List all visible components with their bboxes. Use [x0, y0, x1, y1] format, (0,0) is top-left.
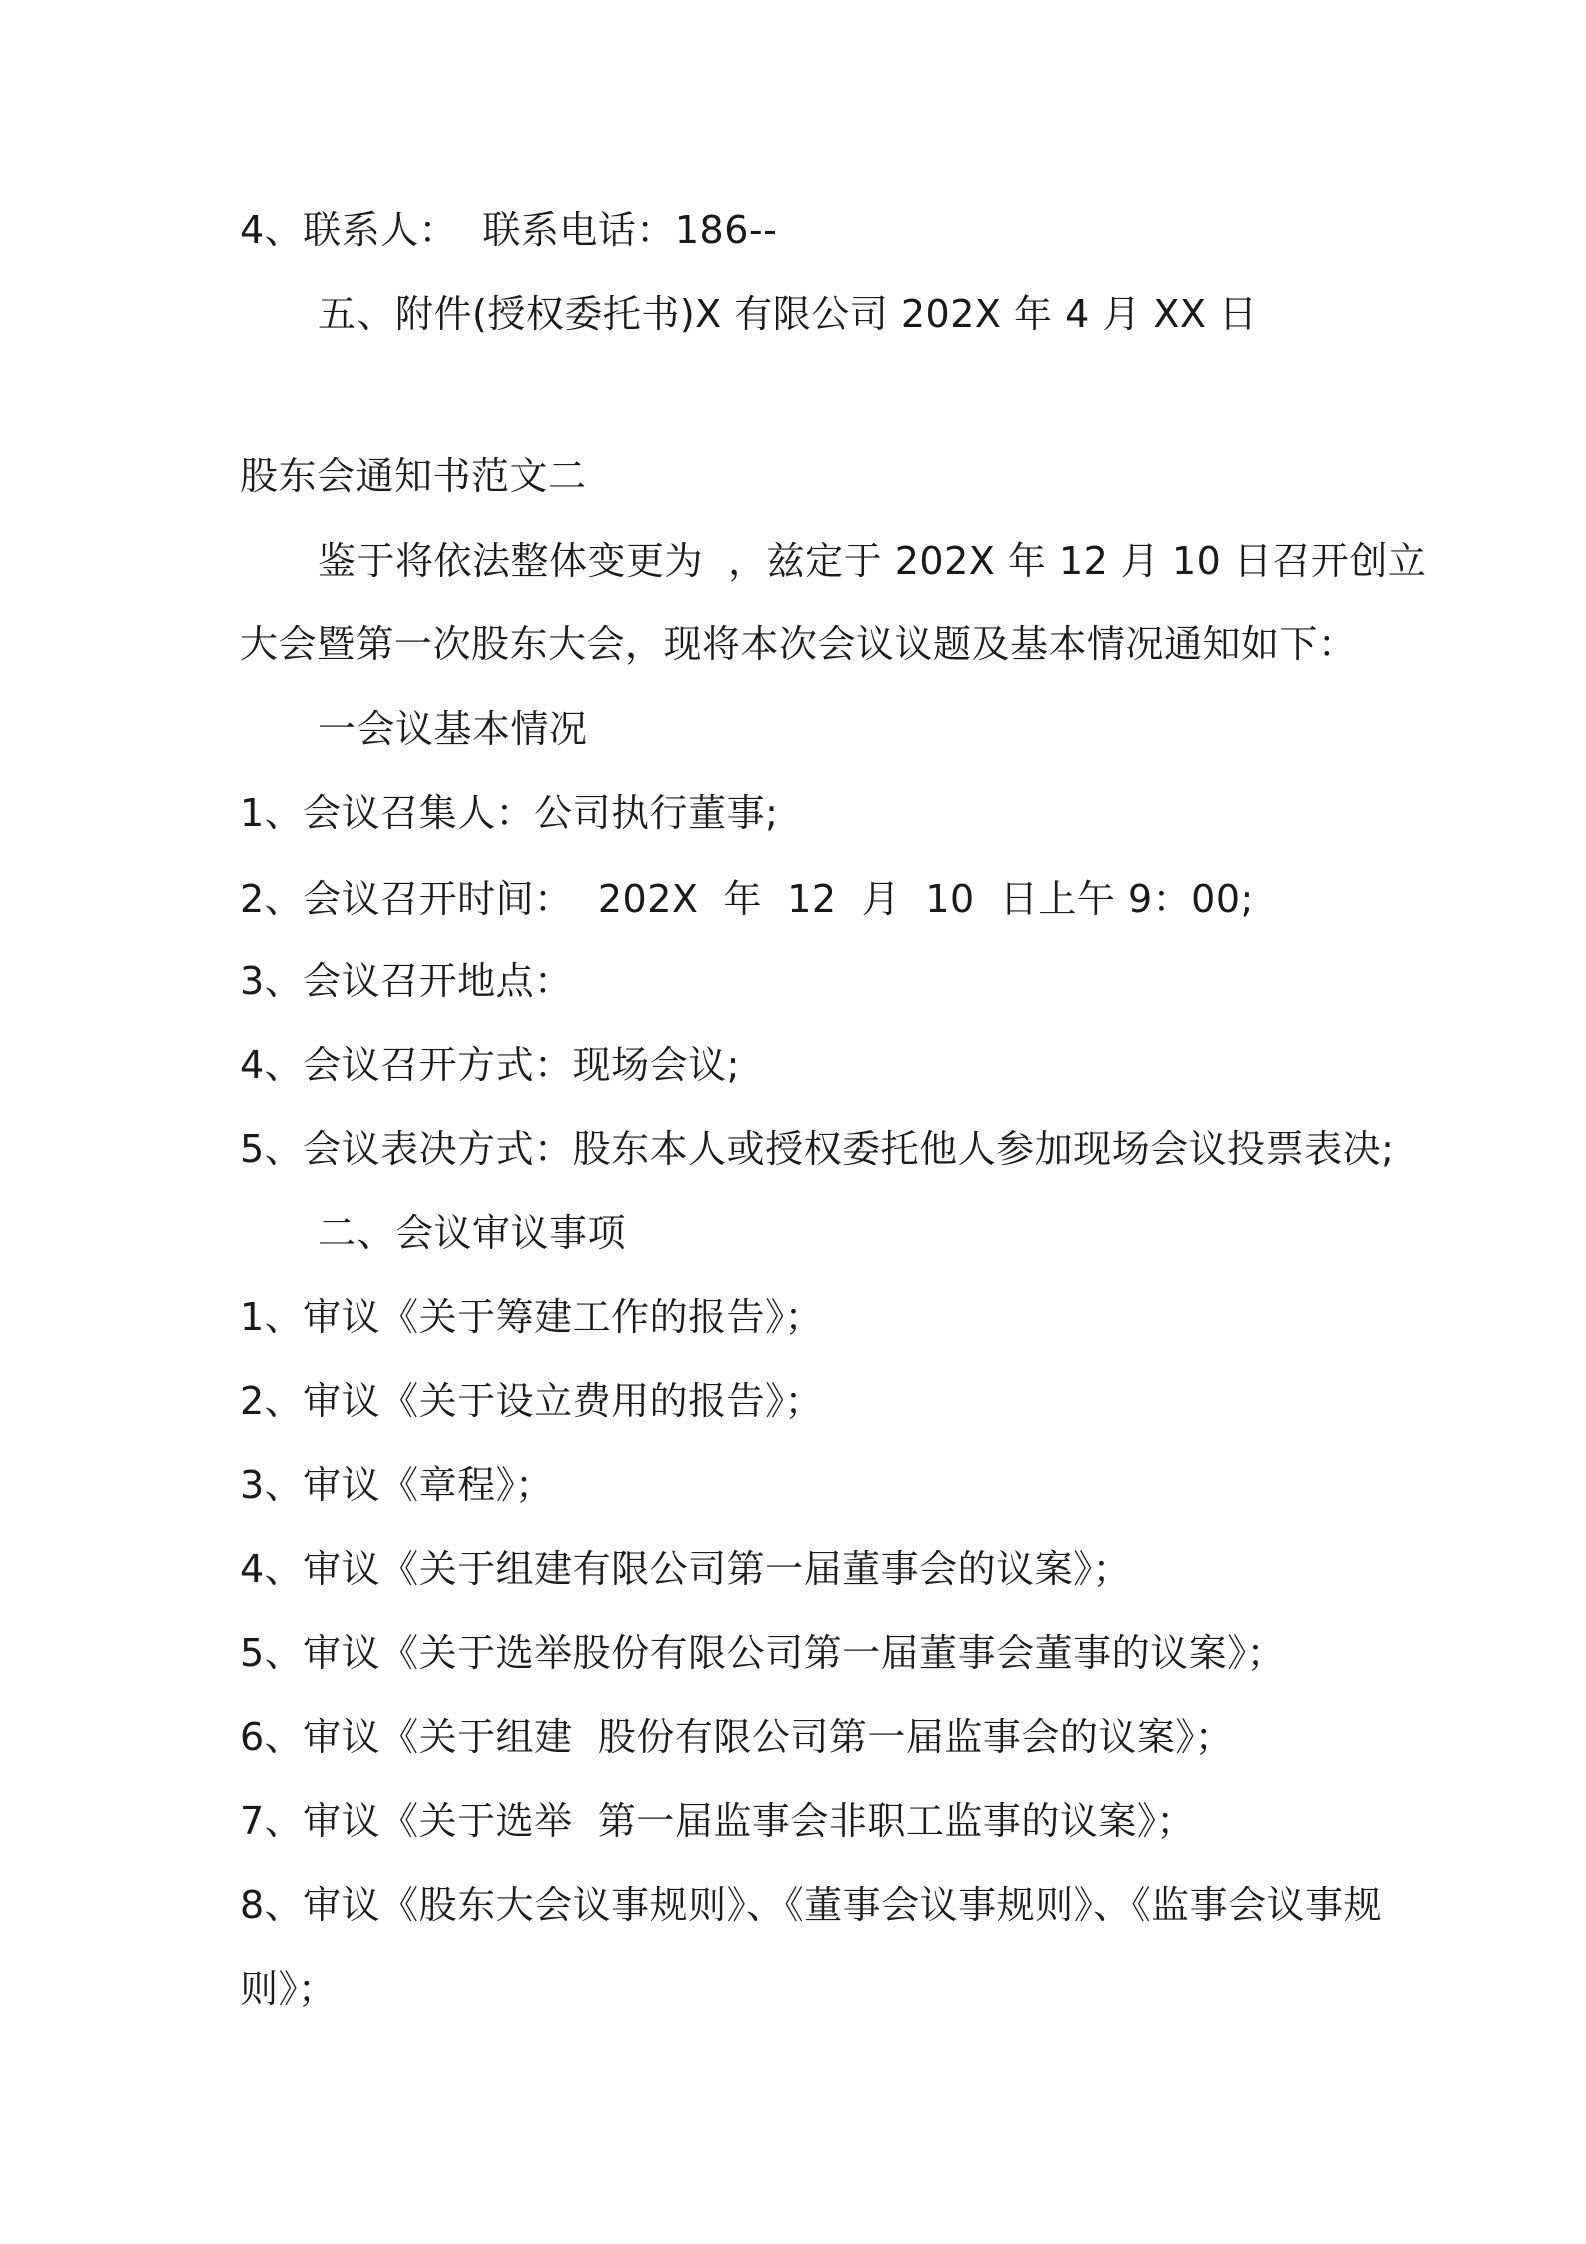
intro-paragraph-line-1: 鉴于将依法整体变更为 ，兹定于 202X 年 12 月 10 日召开创立 [318, 539, 1427, 583]
part2-item: 5、审议《关于选举股份有限公司第一届董事会董事的议案》； [240, 1631, 1286, 1675]
part2-item: 6、审议《关于组建 股份有限公司第一届监事会的议案》； [240, 1715, 1234, 1759]
contact-line: 4、联系人： 联系电话：186-- [240, 208, 778, 252]
attachment-line: 五、附件(授权委托书)X 有限公司 202X 年 4 月 XX 日 [318, 292, 1258, 336]
intro-paragraph-line-2: 大会暨第一次股东大会，现将本次会议议题及基本情况通知如下： [240, 622, 1357, 666]
part2-item: 2、审议《关于设立费用的报告》； [240, 1379, 824, 1423]
part2-item: 4、审议《关于组建有限公司第一届董事会的议案》； [240, 1547, 1132, 1591]
part1-heading: 一会议基本情况 [318, 707, 588, 751]
part2-item: 1、审议《关于筹建工作的报告》； [240, 1295, 824, 1339]
part2-item-continuation: 则》； [240, 1967, 337, 2011]
section-title: 股东会通知书范文二 [240, 454, 587, 498]
part2-item: 3、审议《章程》； [240, 1463, 554, 1507]
part1-item: 5、会议表决方式：股东本人或授权委托他人参加现场会议投票表决; [240, 1127, 1395, 1171]
part1-item: 3、会议召开地点： [240, 959, 573, 1003]
part2-item: 8、审议《股东大会议事规则》、《董事会议事规则》、《监事会议事规 [240, 1883, 1383, 1927]
part1-item: 2、会议召开时间： 202X 年 12 月 10 日上午 9：00; [240, 877, 1254, 921]
part1-item: 4、会议召开方式：现场会议; [240, 1043, 740, 1087]
part2-item: 7、审议《关于选举 第一届监事会非职工监事的议案》； [240, 1799, 1195, 1843]
part2-heading: 二、会议审议事项 [318, 1211, 627, 1255]
part1-item: 1、会议召集人：公司执行董事; [240, 791, 779, 835]
